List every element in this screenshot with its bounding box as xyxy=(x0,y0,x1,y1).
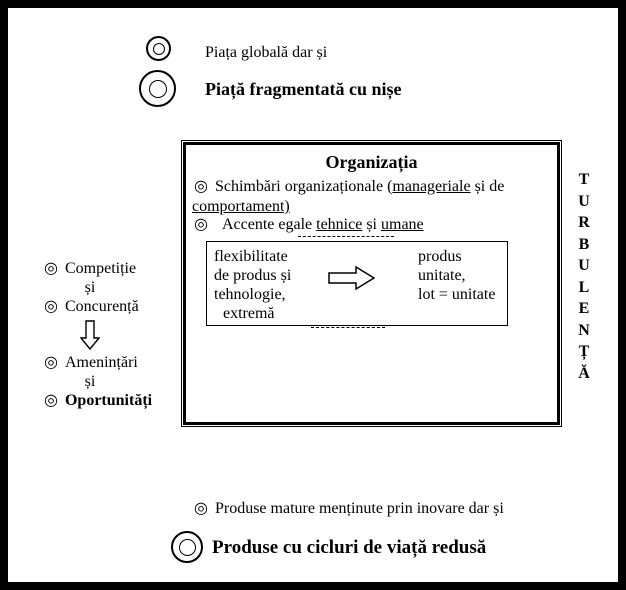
org-item2-line: ◎ Accente egale tehnice și umane xyxy=(194,216,424,233)
dashed-line-bottom xyxy=(311,327,385,328)
short-lifecycle-products-line: Produse cu cicluri de viață redusă xyxy=(212,537,487,558)
ring-bullet-icon: ◎ xyxy=(44,354,58,371)
left-conjunction-2: și xyxy=(84,373,96,390)
ring-bullet-icon: ◎ xyxy=(194,216,208,233)
ring-bullet-icon: ◎ xyxy=(44,298,58,315)
double-circle-bullet-bottom-icon xyxy=(171,531,203,563)
left-item-competition: ◎ Competiție xyxy=(44,260,137,277)
left-conjunction-1: și xyxy=(84,279,96,296)
left-item-opportunities: ◎ Oportunități xyxy=(44,392,153,409)
global-market-line: Piața globală dar și xyxy=(205,44,328,61)
ring-bullet-icon: ◎ xyxy=(44,260,58,277)
org-item1-line2: comportament) xyxy=(192,198,290,215)
turbulence-vertical-label: T U R B U L E N Ț Ă xyxy=(578,171,590,382)
left-item-concurrence: ◎ Concurență xyxy=(44,298,139,315)
double-circle-bullet-large-inner-icon xyxy=(149,80,167,98)
mature-products-line: ◎ Produse mature menținute prin inovare dar și xyxy=(194,500,504,517)
ring-bullet-icon: ◎ xyxy=(194,178,208,195)
double-circle-bullet-small-inner-icon xyxy=(153,43,165,55)
down-arrow-icon xyxy=(80,320,100,350)
double-circle-bullet-bottom-inner-icon xyxy=(179,539,196,556)
transformation-input-text: flexibilitate de produs și tehnologie, extremă xyxy=(214,248,292,322)
double-circle-bullet-small-icon xyxy=(146,36,171,61)
transformation-output-text: produs unitate, lot = unitate xyxy=(418,248,496,303)
double-circle-bullet-large-icon xyxy=(139,70,176,107)
ring-bullet-icon: ◎ xyxy=(194,500,208,517)
right-arrow-icon xyxy=(328,266,375,290)
ring-bullet-icon: ◎ xyxy=(44,392,58,409)
fragmented-market-line: Piață fragmentată cu nișe xyxy=(205,79,402,99)
left-item-threats: ◎ Amenințări xyxy=(44,354,138,371)
dashed-line-top xyxy=(298,236,394,237)
org-item1-line1: ◎ Schimbări organizaționale (manageriale și de xyxy=(194,178,505,195)
organization-title: Organizația xyxy=(325,152,418,172)
